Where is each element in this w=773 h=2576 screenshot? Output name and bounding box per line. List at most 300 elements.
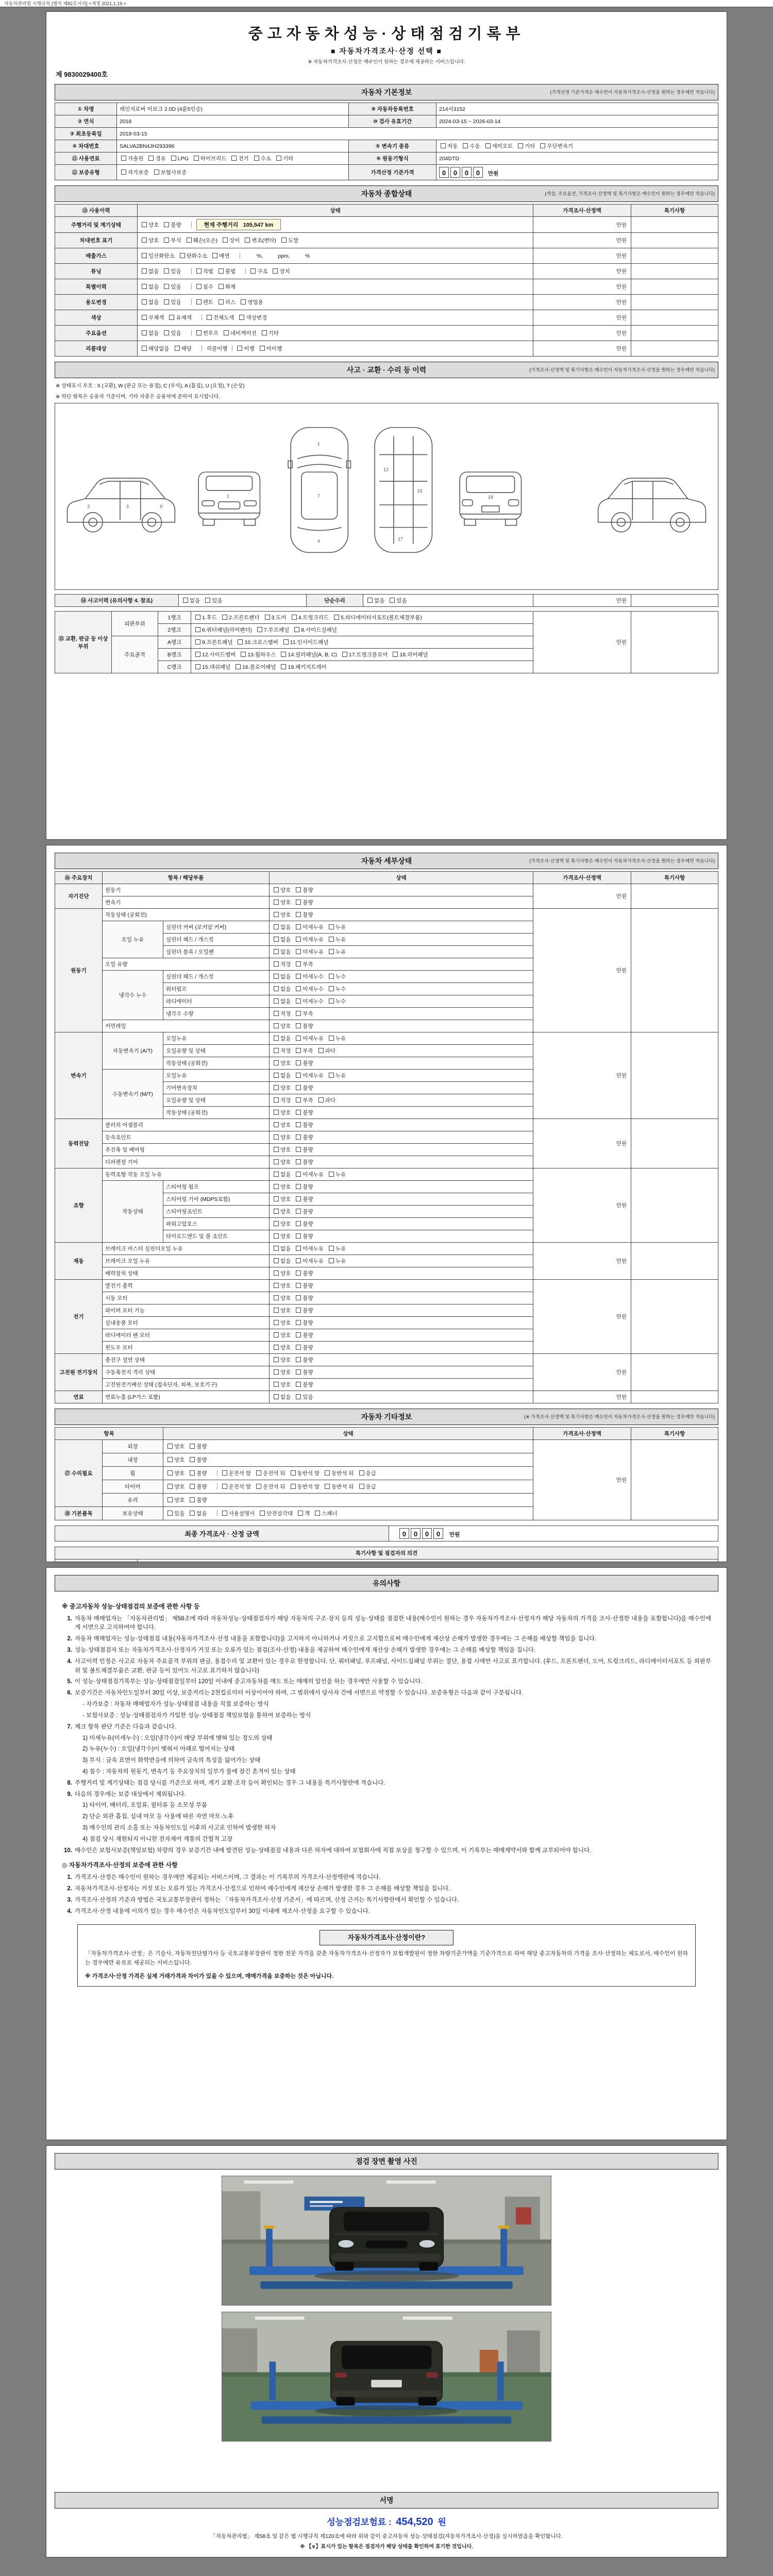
exchange-label: ⑮ 교환, 판금 등 이상 부위 [55,612,112,673]
checkbox-icon [195,652,200,657]
remarks-cell [631,279,718,295]
checkbox-icon [241,652,246,657]
svg-text:7: 7 [317,493,320,499]
table-row [55,1547,718,1560]
col-price: 가격조사·산정액 [533,1428,631,1440]
item-label: 타이로드엔드 및 볼 조인트 [163,1230,270,1243]
checkbox-icon [274,1134,279,1140]
checkbox-icon [296,1246,301,1251]
checkbox-icon [281,664,286,669]
detail-status-table [55,871,718,1403]
checkbox-option: 불량 [190,1483,207,1490]
item-status [270,1292,533,1304]
price-digit: 0 [399,1528,409,1539]
transmission-options [436,140,718,152]
checkbox-icon [164,299,169,304]
checkbox-option: 응급 [359,1469,376,1477]
notice-item-text: 4) 침수 : 자동차의 원동기, 변속기 등 주요장치의 일부가 물에 잠긴 흔적이 있는 상태 [82,1768,296,1775]
checkbox-option: 누수 [329,973,346,980]
notice-item-text: 가격조사·산정의 기준과 방법은 국토교통부장관이 정하는 「자동차가격조사·산정 기준서」에 따르며, 산정 근거는 특기사항란에서 확인할 수 있습니다. [75,1896,459,1903]
checkbox-icon [485,143,491,148]
fuel-label: ⑪ 사용연료 [55,152,117,165]
row-label: 용도변경 [55,295,138,310]
section-basic-info [55,84,718,100]
price-cell: 만원 [533,1032,631,1119]
notice-item-text: 다음의 경우에는 보증 대상에서 제외됩니다. [75,1791,186,1798]
col-remarks: 특기사항 [631,205,718,217]
checkbox-icon [190,1511,195,1516]
simple-repair-label: 단순수리 [307,595,363,607]
checkbox-icon [329,998,334,1004]
insurance-fee-value: 454,520 [396,2516,433,2528]
checkbox-icon [296,1320,301,1325]
table-row [55,341,718,357]
checkbox-option: 안전삼각대 [260,1510,293,1517]
table-row [55,233,718,248]
notice-item-text: 1) 타이어, 배터리, 오일류, 필터류 등 소모성 부품 [82,1802,208,1809]
diagram-basis-note: ※ 하단 항목은 승용차 기준이며, 기타 차종은 승용차에 준하여 표시합니다. [56,394,221,400]
checkbox-icon [164,330,169,335]
col-item: 항목 / 해당부품 [103,872,270,884]
checkbox-option: 없음 [274,973,291,980]
reg-no-label: ⑨ 자동차등록번호 [349,103,436,115]
checkbox-option: 있음 [164,329,181,337]
car-diagram-rear [460,472,521,525]
checkbox-option: 양호 [167,1496,184,1504]
item-label: 내장 [103,1453,163,1467]
checkbox-option: 양호 [274,1059,291,1067]
checkbox-option: 양호 [274,1356,291,1364]
checkbox-icon [256,1470,261,1476]
notice-item [82,1711,711,1721]
table-row [55,1440,718,1453]
notice-list-1 [62,1615,711,1856]
item-label: 스티어링조인트 [163,1206,270,1218]
price-cell: 만원 [533,264,631,279]
price-digit: 0 [433,1528,443,1539]
checkbox-option: 잭 [298,1510,310,1517]
checkbox-option: 5.라디에이터서포트(볼트체결부품) [334,614,422,621]
divider [191,330,192,336]
item-status [270,1070,533,1082]
remarks-cell [631,1119,718,1168]
item-status [270,1057,533,1070]
checkbox-option: 3.도어 [265,614,287,621]
checkbox-icon [274,1394,279,1399]
remarks-cell [631,233,718,248]
checkbox-icon [329,949,334,954]
checkbox-option: 자동 [441,142,458,150]
checkbox-icon [296,1097,301,1103]
detail-row [55,909,718,921]
item-label: 휠 [103,1467,163,1480]
price-cell: 만원 [533,248,631,264]
price-cell: 만원 [533,1280,631,1354]
checkbox-icon [274,1085,279,1090]
vin-label: ④ 차대번호 [55,140,117,152]
checkbox-option: 양호 [274,1133,291,1141]
checkbox-option: 양호 [167,1456,184,1464]
checkbox-option: 양호 [274,1208,291,1215]
checkbox-option: 불량 [296,1331,313,1339]
price-cell: 만원 [533,1243,631,1280]
notice-item [82,1756,711,1766]
final-price-value [389,1526,718,1541]
notice-list-2 [62,1873,711,1916]
checkbox-option: 스패너 [315,1510,337,1517]
section-photos [55,2153,718,2170]
checkbox-icon [196,268,201,274]
checkbox-option: 해당 [175,345,192,352]
divider [201,314,202,320]
checkbox-option: 미세누유 [296,1245,324,1252]
checkbox-icon [296,1147,301,1152]
checkbox-option: 세미오토 [485,142,513,150]
rankC-options [191,661,533,673]
item-label: 동력조향 작동 오일 누유 [103,1168,270,1181]
checkbox-option: 양호 [274,1344,291,1351]
engine-type-value: 204DTD [436,152,718,165]
item-label: 스티어링 펌프 [163,1181,270,1193]
checkbox-option: 동반석 앞 [291,1483,320,1490]
checkbox-option: 불량 [296,1022,313,1030]
item-status [270,1181,533,1193]
item-label: 윈도우 모터 [103,1342,270,1354]
notice-item-text: 2) 단순 외관 흠집, 실내 마모 등 사용에 따른 자연 마모·노후 [82,1814,234,1820]
checkbox-option: 없음 [274,1393,291,1401]
car-diagram-side-right [598,478,706,532]
section-detail-status [55,853,718,869]
fuel-options [117,152,349,165]
table-row [55,612,718,624]
checkbox-icon [222,615,227,620]
checkbox-option: 있음 [164,267,181,275]
notice-item-text: 주행거리 및 계기상태는 점검 당시를 기준으로 하며, 계기 교환·조작 등이 확인되는 경우 그 내용을 특기사항란에 적습니다. [75,1780,385,1786]
checkbox-option: 누유 [329,1171,346,1178]
checkbox-icon [231,156,237,161]
price-digit: 0 [439,167,449,178]
first-reg-value: 2018-03-15 [117,128,718,140]
notice-item-number: 1. [67,1615,72,1622]
item-label: 커먼레일 [103,1020,270,1032]
checkbox-option: 6.쿼터패널(리어펜더) [195,626,252,634]
checkbox-icon [359,1470,364,1476]
checkbox-option: 미세누유 [296,1072,324,1079]
row-status [138,233,533,248]
item-label: 파워고압호스 [163,1218,270,1230]
device-group-label: 연료 [55,1391,103,1403]
remarks-cell [631,341,718,357]
signature-block [55,2487,718,2550]
car-name-label: ① 차명 [55,103,117,115]
checkbox-option: 없음 [274,923,291,931]
row-status [138,248,533,264]
checkbox-icon [274,1159,279,1164]
checkbox-icon [274,1147,279,1152]
remarks-cell [631,612,718,673]
exchange-panel-table [55,611,718,673]
checkbox-icon [274,1320,279,1325]
checkbox-icon [281,238,287,243]
checkbox-icon [296,998,301,1004]
table-row [55,310,718,326]
item-status [270,1156,533,1168]
checkbox-icon [142,268,147,274]
checkbox-option: 누유 [329,923,346,931]
checkbox-icon [296,1159,301,1164]
checkbox-option: 미세누유 [296,1035,324,1042]
checkbox-icon [190,1484,195,1489]
row-status [138,295,533,310]
checkbox-icon [212,253,217,258]
simple-repair-options [363,595,533,607]
notice-item-number: 8. [67,1780,72,1786]
checkbox-option: 없음 [274,948,291,956]
checkbox-option: 19.패키지트레이 [281,663,326,671]
checkbox-icon [296,924,301,929]
checkbox-icon [359,1484,364,1489]
price-cell: 만원 [533,612,631,673]
table-row [55,152,718,165]
sub-group-label: 오일 누유 [103,921,163,958]
checkbox-icon [296,1110,301,1115]
table-row [55,595,718,607]
item-status [270,983,533,995]
checkbox-icon [194,156,199,161]
item-status [270,1255,533,1267]
item-status [163,1507,533,1520]
checkbox-icon [296,974,301,979]
checkbox-option: 무단변속기 [540,142,573,150]
checkbox-icon [265,615,270,620]
checkbox-icon [274,1357,279,1362]
checkbox-option: 없음 [274,1257,291,1265]
base-price-digits [439,171,484,177]
checkbox-icon [167,1457,173,1462]
checkbox-icon [164,284,169,289]
checkbox-option: 있음 [390,597,407,604]
first-reg-label: ③ 최초등록일 [55,128,117,140]
col-status: 상태 [138,205,533,217]
row-label: 주행거리 및 계기상태 [55,217,138,233]
checkbox-icon [250,268,256,274]
checkbox-option: 양호 [274,1282,291,1290]
sub-group-label: 작동상태 [103,1181,163,1243]
price-cell: 만원 [533,909,631,1032]
checkbox-option: 양호 [274,1109,291,1116]
checkbox-icon [190,1470,195,1476]
price-digit: 0 [411,1528,421,1539]
section-accident-title: 사고 · 교환 · 수리 등 이력 [346,366,427,374]
checkbox-icon [274,998,279,1004]
svg-text:16: 16 [417,488,423,494]
checkbox-icon [121,156,126,161]
checkbox-option: 전기 [231,155,248,162]
notice-item-text: 3) 부식 : 금속 표면이 화학반응에 의하여 금속의 특성을 잃어가는 상태 [82,1757,261,1764]
item-status [270,1206,533,1218]
table-row [55,326,718,341]
checkbox-option: 16.플로어패널 [236,663,276,671]
basic-items-label: ⑱ 기본품목 [55,1507,103,1520]
photo-front-svg [222,2176,551,2305]
notice-item-number: 3. [67,1647,72,1654]
checkbox-icon [274,912,279,917]
item-label: 원동기 [103,884,270,896]
item-status [270,921,533,934]
checkbox-option: 8.사이드실패널 [294,626,337,634]
checkbox-icon [318,1048,324,1053]
checkbox-icon [237,346,242,351]
checkbox-icon [205,598,210,603]
car-diagram-top [288,428,350,553]
checkbox-icon [274,986,279,991]
notice-item-number: 9. [67,1791,72,1798]
checkbox-option: 과다 [318,1096,335,1104]
detail-row [55,1243,718,1255]
checkbox-option: 없음 [183,597,200,604]
notice-item-text: 사고이력 인정은 사고로 자동차 주요골격 부위의 판금, 용접수리 및 교환이 있는 경우로 한정합니다. 단, 쿼터패널, 루프패널, 사이드실패널 부위는 절단, 용접 시에만 사고로 표기합니다. (후드, 프론트펜더, 도어, 트렁크리드, 라디에이터서포트 등 외판부위 및 볼트체결부품은 교환, 판금 등이 있어도 사고로 표기하지 않습니다) [75,1658,711,1674]
item-status [270,1317,533,1329]
svg-text:12: 12 [383,467,389,472]
checkbox-option: 없음 [190,1510,207,1517]
price-digit: 0 [422,1528,432,1539]
final-price-unit: 만원 [449,1532,460,1538]
checkbox-icon [274,1036,279,1041]
col-status: 상태 [163,1428,533,1440]
checkbox-icon [142,222,147,227]
checkbox-icon [274,1258,279,1263]
section-photos-title: 점검 장면 촬영 사진 [356,2157,417,2165]
item-status [270,896,533,909]
notice-item [82,1835,711,1844]
item-status [270,1218,533,1230]
item-label: 보유상태 [103,1507,163,1520]
table-header-row [55,205,718,217]
detail-row [55,884,718,896]
checkbox-icon [142,315,147,320]
item-status [270,971,533,983]
checkbox-option: 부족 [296,1010,313,1018]
sub-group-label: 자동변속기 (A/T) [103,1032,163,1070]
checkbox-option: 불량 [296,1269,313,1277]
checkbox-icon [164,222,169,227]
item-label: 작동상태 (공회전) [103,909,270,921]
item-label: 유리 [103,1494,163,1507]
checkbox-icon [294,627,299,632]
price-cell: 만원 [533,233,631,248]
checkbox-option: 기타 [262,329,279,337]
checkbox-icon [540,143,545,148]
checkbox-icon [274,1233,279,1239]
price-cell: 만원 [533,217,631,233]
item-label: 고전원전기배선 상태 (접속단자, 피복, 보호기구) [103,1379,270,1391]
checkbox-icon [260,346,265,351]
notice-item-text: 체크 항목 판단 기준은 다음과 같습니다. [75,1723,176,1730]
year-value: 2018 [117,115,349,128]
final-price-table [55,1526,718,1541]
row-label: 배출가스 [55,248,138,264]
checkbox-option: 양호 [274,1232,291,1240]
checkbox-option: 양호 [167,1483,184,1490]
notice-item-number: 3. [67,1896,72,1903]
item-status [163,1494,533,1507]
notice-item-text: 1) 미세누유(미세누수) : 오일(냉각수)이 해당 부위에 맺혀 있는 정도의 상태 [82,1735,273,1741]
checkbox-icon [196,299,201,304]
checkbox-icon [274,1270,279,1276]
checkbox-option: 불량 [296,1344,313,1351]
checkbox-icon [291,1484,296,1489]
notice-item-text: 성능·상태점검자 또는 자동차가격조사·산정자가 거짓 또는 오류가 있는 점검(조사·산정) 내용을 제공하여 매수인에게 재산상 손해가 발생한 경우에는 그 손해를 배상할 책임을 집니다. [75,1647,535,1654]
checkbox-icon [281,652,286,657]
checkbox-icon [274,1097,279,1103]
notice-item [62,1689,711,1698]
detail-row [55,1119,718,1131]
remarks-cell [631,264,718,279]
item-status [270,1032,533,1045]
checkbox-icon [274,1011,279,1016]
item-status [270,1082,533,1094]
checkbox-icon [296,1382,301,1387]
checkbox-icon [175,346,180,351]
inspector-opinion-label [55,1560,138,1563]
table-row [55,279,718,295]
title-block [55,19,718,65]
item-status [270,1020,533,1032]
item-status [270,1366,533,1379]
notice-item-text: 자동차 매매업자는 「자동차관리법」 제58조에 따라 자동차성능·상태점검자가 해당 자동차의 구조·장치 등의 성능·상태를 점검한 내용(매수인이 원하는 경우 자동차가격조사·산정자가 해당 자동차의 가격을 조사·산정한 내용을 포함합니다)을 매수인에게 서면으로 고지하여야 합니다. [75,1615,711,1631]
checkbox-option: 양호 [142,236,159,244]
checkbox-icon [296,887,301,892]
opinions-table [55,1547,718,1562]
item-label: 클러치 어셈블리 [103,1119,270,1131]
checkbox-icon [245,238,250,243]
checkbox-icon [169,315,174,320]
checkbox-option: 2.프론트펜더 [222,614,259,621]
checkbox-option: 양호 [274,1381,291,1388]
checkbox-option: 15.대쉬패널 [195,663,230,671]
checkbox-option: 동반석 뒤 [325,1469,354,1477]
checkbox-icon [236,664,241,669]
car-diagram-svg [57,405,716,585]
checkbox-option: 전체도색 [207,314,234,321]
remarks-cell [631,1391,718,1403]
checkbox-icon [296,1283,301,1288]
checkbox-option: 양호 [167,1469,184,1477]
item-label: 기어변속장치 [163,1082,270,1094]
item-status [270,909,533,921]
notice-item-text: 가격조사·산정은 매수인이 원하는 경우에만 제공되는 서비스이며, 그 결과는 이 기록부의 가격조사·산정액란에 적습니다. [75,1874,381,1881]
price-cell: 만원 [533,279,631,295]
item-label: 연료누출 (LP가스 포함) [103,1391,270,1403]
checkbox-option: 누유 [329,1072,346,1079]
checkbox-option: 부족 [296,1096,313,1104]
checkbox-icon [291,1470,296,1476]
checkbox-icon [296,937,301,942]
checkbox-option: 미세누수 [296,985,324,993]
car-damage-diagrams [55,403,718,590]
checkbox-icon [296,1085,301,1090]
checkbox-icon [296,1221,301,1226]
detail-row [55,1032,718,1045]
table-header-row [55,872,718,884]
inspection-label: ⑩ 검사 유효기간 [349,115,436,128]
form-page-4 [46,2145,727,2557]
notice-item-text: 가격조사·산정 내용에 이의가 있는 경우 매수인은 자동차인도일부터 30일 이내에 재조사·산정을 요구할 수 있습니다. [75,1908,370,1914]
detail-row [55,1391,718,1403]
checkbox-icon [142,299,147,304]
row-label: 리콜대상 [55,341,138,357]
checkbox-option: 양호 [274,1294,291,1302]
